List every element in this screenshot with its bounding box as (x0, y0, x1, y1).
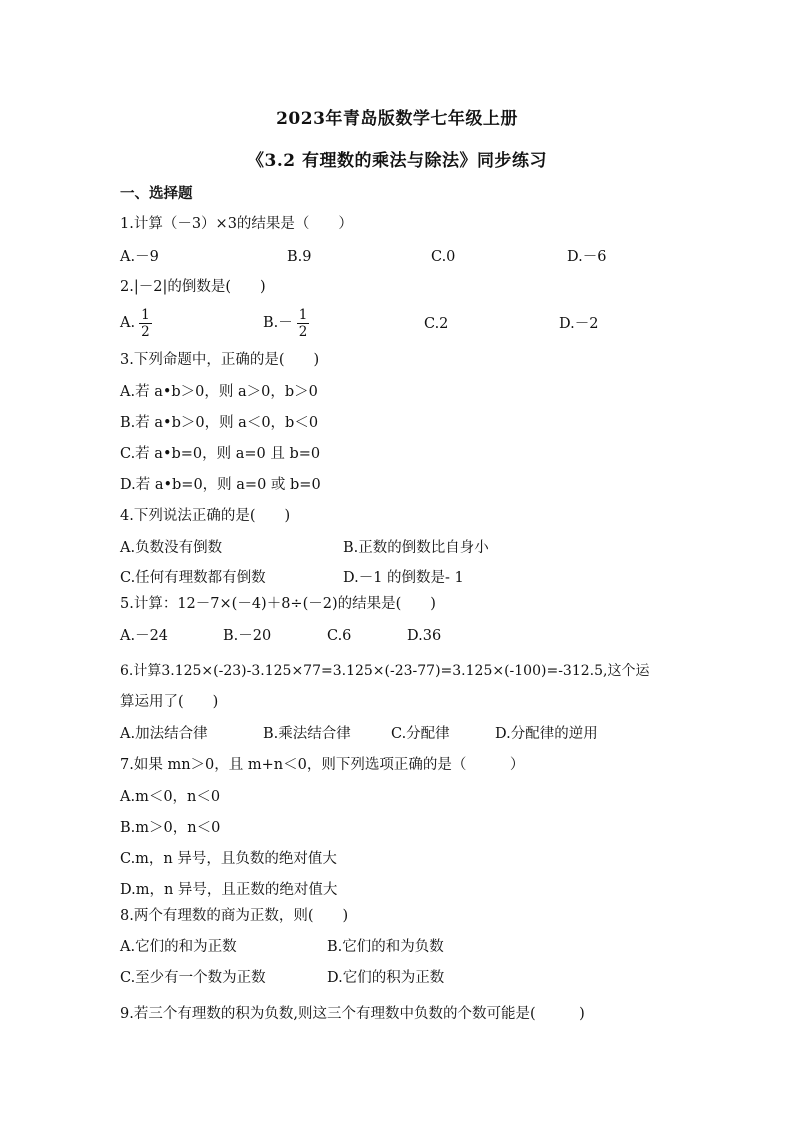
question-option: B.它们的和为负数 (327, 939, 444, 955)
question-option: C.0 (431, 249, 456, 265)
question-option: D.分配律的逆用 (495, 726, 598, 742)
question-option: C.任何有理数都有倒数 (120, 570, 266, 586)
fraction (139, 307, 152, 340)
question-option: D.m，n 异号，且正数的绝对值大 (120, 882, 338, 898)
question-option: D.若 a•b=0，则 a=0 或 b=0 (120, 477, 321, 493)
question-option: B.－20 (223, 628, 272, 644)
document-subtitle: 《3.2 有理数的乘法与除法》同步练习 (247, 151, 547, 171)
question-stem-continued: 算运用了( ) (120, 694, 219, 710)
question-option: B.正数的倒数比自身小 (343, 540, 489, 556)
question-stem: 5.计算：12－7×(－4)＋8÷(－2)的结果是( ) (120, 596, 436, 612)
question-option: A.－9 (120, 249, 159, 265)
fraction-denominator: 2 (298, 323, 308, 340)
question-option: D.它们的积为正数 (327, 970, 445, 986)
question-stem: 7.如果 mn＞0，且 m+n＜0，则下列选项正确的是（ ） (120, 757, 525, 773)
question-option: A.m＜0，n＜0 (120, 789, 221, 805)
question-option: B.9 (287, 249, 312, 265)
fraction-numerator: 1 (141, 306, 150, 323)
fraction (297, 307, 310, 340)
question-stem: 3.下列命题中，正确的是( ) (120, 352, 320, 368)
question-option: B.乘法结合律 (263, 726, 351, 742)
question-option: B.若 a•b＞0，则 a＜0，b＜0 (120, 415, 319, 431)
option-prefix: B.－ (263, 315, 293, 331)
document-title: 2023年青岛版数学七年级上册 (276, 109, 518, 129)
question-option: B.m＞0，n＜0 (120, 820, 221, 836)
question-option: C.6 (327, 628, 352, 644)
question-stem: 1.计算（－3）×3的结果是（ ） (120, 216, 353, 232)
question-option: A.若 a•b＞0，则 a＞0，b＞0 (120, 384, 318, 400)
question-option: C.m，n 异号，且负数的绝对值大 (120, 851, 337, 867)
question-option: C.至少有一个数为正数 (120, 970, 266, 986)
question-option: A.－24 (120, 628, 169, 644)
question-option: D.－1 的倒数是- 1 (343, 570, 464, 586)
question-option (120, 304, 152, 342)
fraction-denominator: 2 (141, 323, 150, 340)
question-stem: 9.若三个有理数的积为负数,则这三个有理数中负数的个数可能是( ) (120, 1006, 585, 1022)
question-option: D.36 (407, 628, 442, 644)
question-option: C.2 (424, 316, 449, 332)
question-option: A.它们的和为正数 (120, 939, 237, 955)
section-heading: 一、选择题 (120, 185, 193, 202)
question-option: A.负数没有倒数 (120, 540, 223, 556)
question-option: C.若 a•b=0，则 a=0 且 b=0 (120, 446, 321, 462)
question-option: C.分配律 (391, 726, 450, 742)
question-option (263, 304, 309, 342)
option-prefix: A. (120, 315, 136, 331)
question-option: D.－6 (567, 249, 607, 265)
question-stem: 8.两个有理数的商为正数，则( ) (120, 908, 349, 924)
question-option: D.－2 (559, 316, 599, 332)
question-stem: 6.计算3.125×(-23)-3.125×77=3.125×(-23-77)=3.125×(-100)=-312.5,这个运 (120, 663, 650, 679)
fraction-numerator: 1 (298, 306, 308, 323)
question-stem: 2.|－2|的倒数是( ) (120, 279, 266, 295)
question-stem: 4.下列说法正确的是( ) (120, 508, 291, 524)
question-option: A.加法结合律 (120, 726, 208, 742)
